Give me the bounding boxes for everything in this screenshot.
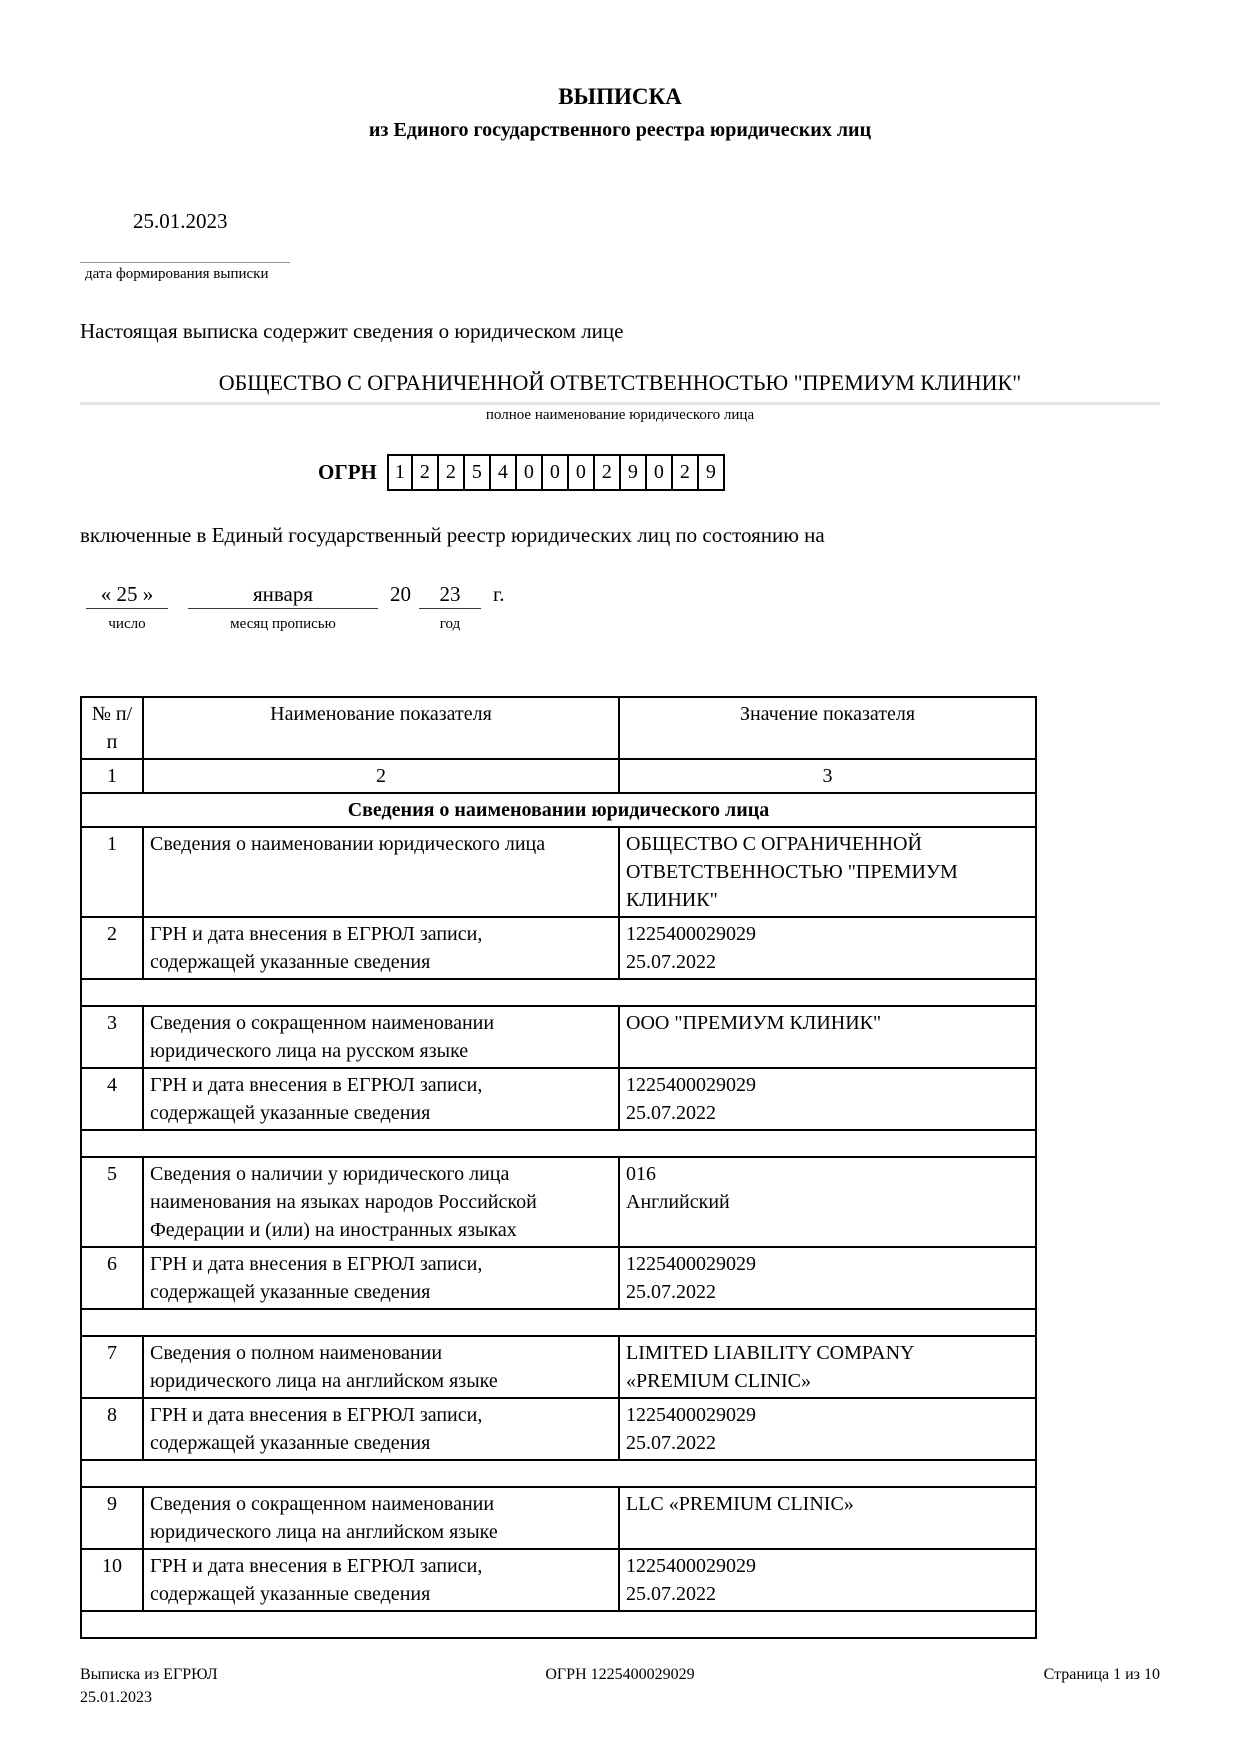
ogrn-digit-box: 2 (595, 454, 621, 491)
row-number-cell: 9 (81, 1487, 143, 1549)
value-line: 25.07.2022 (626, 1102, 716, 1124)
footer-ogrn: ОГРН 1225400029029 (545, 1666, 695, 1683)
as-of-day-caption: число (108, 616, 146, 632)
value-line: «PREMIUM CLINIC» (626, 1370, 812, 1392)
section-header-row (81, 793, 1036, 827)
row-number-cell: 7 (81, 1336, 143, 1398)
ogrn-digit-box: 5 (465, 454, 491, 491)
name-line: юридического лица на английском языке (150, 1370, 498, 1392)
indicator-value-cell (619, 1398, 1036, 1460)
footer-date: 25.01.2023 (80, 1689, 152, 1706)
as-of-century: 20 (390, 582, 411, 606)
ogrn-digit-box: 0 (543, 454, 569, 491)
name-line: ГРН и дата внесения в ЕГРЮЛ записи, (150, 923, 483, 945)
company-name-caption: полное наименование юридического лица (485, 407, 755, 423)
header-cell-value: Значение показателя (619, 697, 1036, 759)
formation-date-caption: дата формирования выписки (85, 266, 269, 282)
ogrn-digit-box: 9 (621, 454, 647, 491)
spacer-row (81, 1611, 1036, 1638)
column-number: 1 (81, 759, 143, 793)
page-footer (80, 1663, 1160, 1709)
indicator-value-cell (619, 1336, 1036, 1398)
as-of-date-row (80, 581, 1160, 634)
value-line: LLC «PREMIUM CLINIC» (626, 1493, 854, 1515)
company-full-name: ОБЩЕСТВО С ОГРАНИЧЕННОЙ ОТВЕТСТВЕННОСТЬЮ "ПРЕМИУМ КЛИНИК" (80, 369, 1160, 405)
indicator-name-cell (143, 1487, 619, 1549)
indicator-value-cell (619, 1247, 1036, 1309)
row-number-cell: 10 (81, 1549, 143, 1611)
formation-date-value: 25.01.2023 (133, 209, 228, 233)
name-line: ГРН и дата внесения в ЕГРЮЛ записи, (150, 1074, 483, 1096)
section-title: Сведения о наименовании юридического лица (81, 793, 1036, 827)
indicator-name-cell (143, 1549, 619, 1611)
as-of-year-value: 23 (419, 581, 481, 609)
indicator-value-cell (619, 1487, 1036, 1549)
spacer-row (81, 1460, 1036, 1487)
ogrn-digit-box: 2 (673, 454, 699, 491)
value-line: 1225400029029 (626, 1074, 756, 1096)
intro-text: Настоящая выписка содержит сведения о юридическом лице (80, 319, 624, 343)
value-line: 1225400029029 (626, 923, 756, 945)
value-line: 016 (626, 1163, 656, 1185)
table-row (81, 1006, 1036, 1068)
spacer-row (81, 1309, 1036, 1336)
indicator-name-cell (143, 1006, 619, 1068)
table-row (81, 1336, 1036, 1398)
indicator-value-cell (619, 1006, 1036, 1068)
name-line: юридического лица на английском языке (150, 1521, 498, 1543)
spacer-cell (81, 1309, 1036, 1336)
indicator-value-cell (619, 1068, 1036, 1130)
footer-doc-type: Выписка из ЕГРЮЛ (80, 1666, 218, 1683)
ogrn-digit-box: 2 (413, 454, 439, 491)
column-numbers-row (81, 759, 1036, 793)
page-subtitle: из Единого государственного реестра юридических лиц (368, 119, 872, 141)
ogrn-digit-box: 0 (569, 454, 595, 491)
name-line: содержащей указанные сведения (150, 951, 431, 973)
value-line: 1225400029029 (626, 1253, 756, 1275)
row-number-cell: 2 (81, 917, 143, 979)
ogrn-digit-box: 1 (387, 454, 413, 491)
ogrn-digit-box: 2 (439, 454, 465, 491)
value-line: Английский (626, 1191, 730, 1213)
as-of-month-value: января (188, 581, 378, 609)
name-line: ГРН и дата внесения в ЕГРЮЛ записи, (150, 1253, 483, 1275)
header-cell-num: № п/п (81, 697, 143, 759)
ogrn-digit-box: 4 (491, 454, 517, 491)
as-of-year-suffix: г. (493, 582, 505, 606)
value-line: LIMITED LIABILITY COMPANY (626, 1342, 915, 1364)
as-of-month-field (188, 581, 378, 634)
spacer-row (81, 1130, 1036, 1157)
indicator-name-cell (143, 1336, 619, 1398)
value-line: 1225400029029 (626, 1555, 756, 1577)
ogrn-digit-box: 0 (647, 454, 673, 491)
name-line: юридического лица на русском языке (150, 1040, 469, 1062)
value-line: ОТВЕТСТВЕННОСТЬЮ "ПРЕМИУМ (626, 861, 958, 883)
row-number-cell: 1 (81, 827, 143, 917)
name-line: Сведения о наименовании юридического лица (150, 833, 546, 855)
ogrn-row (318, 454, 1160, 491)
indicator-value-cell (619, 1549, 1036, 1611)
value-line: 1225400029029 (626, 1404, 756, 1426)
value-line: 25.07.2022 (626, 1281, 716, 1303)
value-line: 25.07.2022 (626, 1583, 716, 1605)
table-row (81, 1068, 1036, 1130)
table-row (81, 1247, 1036, 1309)
row-number-cell: 3 (81, 1006, 143, 1068)
row-number-cell: 8 (81, 1398, 143, 1460)
name-line: ГРН и дата внесения в ЕГРЮЛ записи, (150, 1555, 483, 1577)
indicator-name-cell (143, 1068, 619, 1130)
table-row (81, 1157, 1036, 1247)
table-row (81, 1398, 1036, 1460)
formation-date-underline (80, 262, 290, 263)
name-line: содержащей указанные сведения (150, 1583, 431, 1605)
value-line: КЛИНИК" (626, 889, 718, 911)
indicator-value-cell (619, 827, 1036, 917)
footer-page-number: Страница 1 из 10 (1043, 1666, 1160, 1683)
indicator-name-cell (143, 917, 619, 979)
indicator-name-cell (143, 827, 619, 917)
footer-left (80, 1663, 440, 1709)
name-line: Сведения о наличии у юридического лица (150, 1163, 510, 1185)
table-row (81, 1549, 1036, 1611)
indicator-name-cell (143, 1398, 619, 1460)
indicator-name-cell (143, 1247, 619, 1309)
ogrn-label: ОГРН (318, 460, 377, 484)
as-of-day-field (86, 581, 168, 634)
indicator-value-cell (619, 917, 1036, 979)
value-line: 25.07.2022 (626, 1432, 716, 1454)
name-line: наименования на языках народов Российской (150, 1191, 537, 1213)
as-of-month-caption: месяц прописью (230, 616, 336, 632)
table-row (81, 1487, 1036, 1549)
ogrn-digit-box: 9 (699, 454, 725, 491)
registry-table (80, 696, 1037, 1639)
value-line: ОБЩЕСТВО С ОГРАНИЧЕННОЙ (626, 833, 922, 855)
table-row (81, 827, 1036, 917)
name-line: Сведения о сокращенном наименовании (150, 1493, 495, 1515)
name-line: содержащей указанные сведения (150, 1102, 431, 1124)
name-line: Сведения о полном наименовании (150, 1342, 443, 1364)
value-line: 25.07.2022 (626, 951, 716, 973)
spacer-row (81, 979, 1036, 1006)
name-line: содержащей указанные сведения (150, 1432, 431, 1454)
spacer-cell (81, 1130, 1036, 1157)
included-text: включенные в Единый государственный реестр юридических лиц по состоянию на (80, 523, 825, 547)
table-row (81, 917, 1036, 979)
spacer-cell (81, 979, 1036, 1006)
name-line: Федерации и (или) на иностранных языках (150, 1219, 517, 1241)
name-line: Сведения о сокращенном наименовании (150, 1012, 495, 1034)
column-number: 2 (143, 759, 619, 793)
as-of-year-field (419, 581, 481, 634)
row-number-cell: 5 (81, 1157, 143, 1247)
ogrn-digit-box: 0 (517, 454, 543, 491)
row-number-cell: 6 (81, 1247, 143, 1309)
spacer-cell (81, 1460, 1036, 1487)
as-of-day-value: « 25 » (86, 581, 168, 609)
name-line: содержащей указанные сведения (150, 1281, 431, 1303)
column-number: 3 (619, 759, 1036, 793)
as-of-year-caption: год (439, 616, 461, 632)
indicator-value-cell (619, 1157, 1036, 1247)
value-line: ООО "ПРЕМИУМ КЛИНИК" (626, 1012, 882, 1034)
name-line: ГРН и дата внесения в ЕГРЮЛ записи, (150, 1404, 483, 1426)
ogrn-digit-boxes (387, 454, 725, 491)
page-title: ВЫПИСКА (558, 84, 682, 109)
spacer-cell (81, 1611, 1036, 1638)
table-header-row (81, 697, 1036, 759)
row-number-cell: 4 (81, 1068, 143, 1130)
header-cell-name: Наименование показателя (143, 697, 619, 759)
indicator-name-cell (143, 1157, 619, 1247)
